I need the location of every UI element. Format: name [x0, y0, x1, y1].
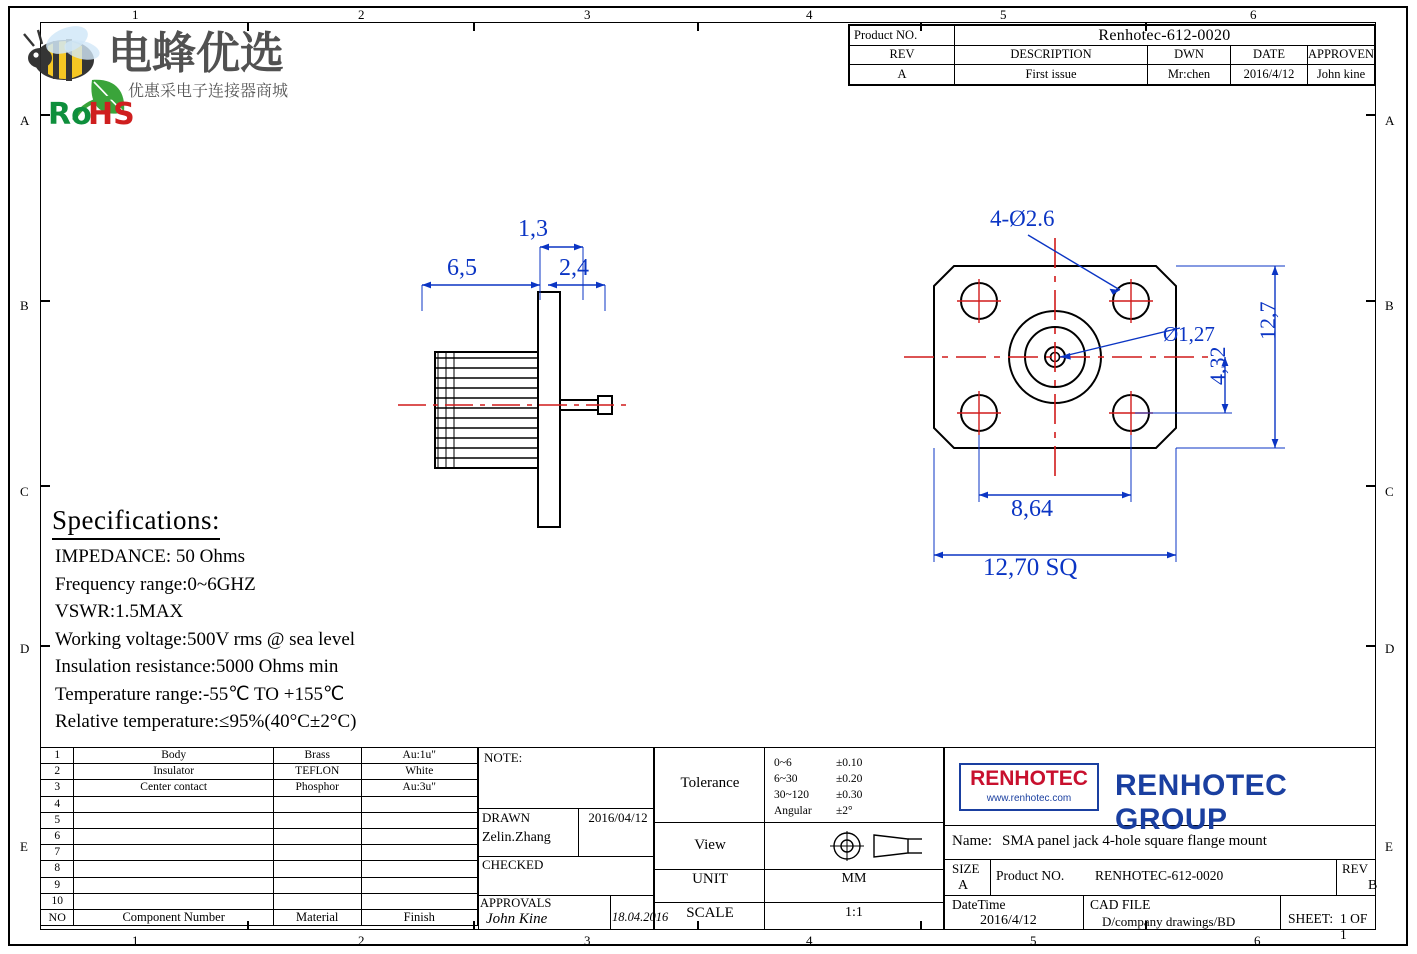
dim-4-hole-diameter: 4-Ø2.6: [990, 206, 1055, 231]
spec-insulation-resistance: Insulation resistance:5000 Ohms min: [55, 656, 339, 677]
tolerance-label: Tolerance: [680, 775, 740, 791]
frame-tick: [40, 485, 50, 487]
tolerance-value-3: ±0.30: [836, 789, 863, 801]
specifications-heading: Specifications:: [52, 505, 220, 540]
table-row: [41, 780, 478, 796]
dwn-value: Mr:chen: [1148, 65, 1231, 85]
datetime-value: 2016/4/12: [980, 913, 1037, 928]
divider: [654, 902, 944, 903]
svg-text:优惠采电子连接器商城: 优惠采电子连接器商城: [128, 81, 289, 100]
tolerance-range-1: 0~6: [774, 757, 792, 769]
dim-4-32: 4,32: [1205, 346, 1230, 385]
frame-tick: [697, 22, 699, 31]
table-header-row: [41, 910, 478, 926]
checked-label: CHECKED: [482, 857, 544, 872]
zone-col-bottom-3: 3: [584, 933, 591, 948]
renhotec-logo-url: www.renhotec.com: [986, 793, 1072, 804]
dim-center-pin-diameter: Ø1,27: [1163, 322, 1215, 346]
sheet-label: SHEET:: [1288, 911, 1334, 926]
frame-tick: [1366, 645, 1376, 647]
zone-col-top-6: 6: [1250, 7, 1257, 22]
dim-2-4: 2,4: [559, 255, 589, 281]
renhotec-logo: [959, 763, 1099, 811]
view-label: View: [694, 837, 726, 853]
zone-row-right-c: C: [1385, 484, 1394, 499]
divider: [944, 895, 1376, 896]
table-row: [41, 893, 478, 909]
spec-temperature-range: Temperature range:-55℃ TO +155℃: [55, 683, 345, 705]
zone-row-right-d: D: [1385, 641, 1395, 656]
table-row: [41, 845, 478, 861]
bom-material: [273, 845, 361, 861]
divider: [610, 895, 611, 930]
scale-value: 1:1: [845, 905, 863, 920]
dim-8-64: 8,64: [1011, 496, 1053, 522]
bom-component: [74, 861, 273, 877]
bom-no: 8: [41, 861, 74, 877]
divider: [1280, 895, 1281, 930]
bom-material: Phosphor: [273, 780, 361, 796]
zone-row-left-d: D: [20, 641, 30, 656]
zone-row-right-b: B: [1385, 298, 1394, 313]
zone-row-left-e: E: [20, 839, 28, 854]
divider: [1336, 859, 1337, 895]
product-no-value: Renhotec-612-0020: [955, 26, 1375, 46]
drawn-date: 2016/04/12: [588, 810, 648, 825]
bom-no: 5: [41, 812, 74, 828]
company-rev-label: REV: [1342, 861, 1368, 876]
zone-col-bottom-1: 1: [132, 933, 139, 948]
renhotec-logo-text: RENHOTEC: [970, 767, 1088, 790]
tolerance-value-4: ±2°: [836, 805, 853, 817]
frame-tick: [40, 300, 50, 302]
rev-value: A: [850, 65, 955, 85]
frame-tick: [1366, 114, 1376, 116]
bom-finish: [361, 845, 477, 861]
zone-col-bottom-4: 4: [806, 933, 813, 948]
tolerance-range-4: Angular: [774, 805, 812, 817]
zone-row-left-b: B: [20, 298, 29, 313]
table-row: [41, 829, 478, 845]
title-block-top: [848, 24, 1376, 86]
product-name-label: Name:: [952, 833, 992, 849]
bom-finish: [361, 812, 477, 828]
sheet-value: 1 OF 1: [1340, 911, 1368, 942]
frame-tick: [1366, 485, 1376, 487]
bom-no: 4: [41, 796, 74, 812]
date-header: DATE: [1231, 45, 1308, 65]
tolerance-value-2: ±0.20: [836, 773, 863, 785]
tolerance-range-2: 6~30: [774, 773, 798, 785]
zone-col-top-5: 5: [1000, 7, 1007, 22]
specifications-list: [55, 543, 356, 736]
tolerance-value-1: ±0.10: [836, 757, 863, 769]
bom-no: 7: [41, 845, 74, 861]
drawn-name: Zelin.Zhang: [482, 830, 551, 845]
zone-col-top-4: 4: [806, 7, 813, 22]
frame-tick: [40, 645, 50, 647]
front-view-drawing: [880, 210, 1330, 610]
bom-no: 3: [41, 780, 74, 796]
size-value: A: [958, 878, 969, 893]
product-name-value: SMA panel jack 4-hole square flange mount: [1002, 833, 1267, 849]
zone-row-right-e: E: [1385, 839, 1393, 854]
bom-material: [273, 796, 361, 812]
datetime-label: DateTime: [952, 897, 1006, 912]
bom-material: [273, 877, 361, 893]
scale-label: SCALE: [686, 905, 734, 921]
svg-text:电蜂优选: 电蜂优选: [108, 28, 284, 79]
divider: [944, 859, 1376, 860]
dim-12-70-sq: 12,70 SQ: [983, 554, 1078, 581]
bom-component: [74, 877, 273, 893]
description-value: First issue: [955, 65, 1148, 85]
zone-col-bottom-2: 2: [358, 933, 365, 948]
description-header: DESCRIPTION: [955, 45, 1148, 65]
bom-component: [74, 829, 273, 845]
company-rev-value: B: [1368, 878, 1378, 893]
bottom-title-block: [40, 747, 1378, 942]
drawn-label: DRAWN: [482, 810, 531, 825]
company-product-no-label: Product NO.: [996, 868, 1065, 883]
svg-text:Ro: Ro: [48, 97, 92, 132]
bom-table: [40, 747, 478, 926]
zone-col-top-2: 2: [358, 7, 365, 22]
bom-component: [74, 893, 273, 909]
bom-header-material: Material: [273, 910, 361, 926]
note-label: NOTE:: [484, 750, 523, 765]
company-name: RENHOTEC GROUP: [1115, 769, 1288, 836]
approvals-signature: John Kine: [486, 911, 548, 927]
bom-finish: Au:3u": [361, 780, 477, 796]
zone-col-top-1: 1: [132, 7, 139, 22]
table-row: [41, 796, 478, 812]
company-product-no-value: RENHOTEC-612-0020: [1095, 868, 1224, 883]
spec-working-voltage: Working voltage:500V rms @ sea level: [55, 628, 356, 650]
bom-material: [273, 893, 361, 909]
spec-frequency: Frequency range:0~6GHZ: [55, 573, 256, 595]
spec-vswr: VSWR:1.5MAX: [55, 601, 184, 622]
projection-symbol-icon: [830, 829, 930, 863]
bom-material: [273, 829, 361, 845]
table-row: [41, 748, 478, 764]
zone-row-left-a: A: [20, 113, 30, 128]
bom-no: 6: [41, 829, 74, 845]
divider: [990, 859, 991, 895]
dim-12-7: 12,7: [1255, 301, 1280, 340]
table-row: [41, 764, 478, 780]
approvals-label: APPROVALS: [480, 896, 552, 910]
bom-component: [74, 796, 273, 812]
table-row: [41, 812, 478, 828]
unit-label: UNIT: [692, 871, 728, 887]
bom-component: Insulator: [74, 764, 273, 780]
unit-value: MM: [841, 871, 867, 886]
zone-row-left-c: C: [20, 484, 29, 499]
tolerance-values: [774, 755, 862, 819]
zone-row-right-a: A: [1385, 113, 1395, 128]
divider: [654, 869, 944, 870]
tolerance-range-3: 30~120: [774, 789, 809, 801]
divider: [578, 808, 579, 856]
bom-no: 2: [41, 764, 74, 780]
bom-component: [74, 845, 273, 861]
dwn-header: DWN: [1148, 45, 1231, 65]
bom-material: [273, 812, 361, 828]
bom-material: [273, 861, 361, 877]
spec-relative-temperature: Relative temperature:≤95%(40°C±2°C): [55, 711, 357, 732]
zone-col-bottom-6: 6: [1254, 933, 1261, 948]
divider: [478, 808, 654, 809]
divider: [1083, 895, 1084, 930]
cad-file-label: CAD FILE: [1090, 897, 1151, 912]
bom-header-component: Component Number: [74, 910, 273, 926]
bom-component: Body: [74, 748, 273, 764]
table-row: [41, 861, 478, 877]
bom-finish: White: [361, 764, 477, 780]
cad-file-value: D/company drawings/BD: [1102, 914, 1236, 929]
bom-finish: [361, 861, 477, 877]
zone-col-bottom-5: 5: [1030, 933, 1037, 948]
dim-6-5: 6,5: [447, 255, 477, 281]
bom-header-finish: Finish: [361, 910, 477, 926]
bom-finish: [361, 829, 477, 845]
watermark-logo: [12, 8, 332, 138]
bom-finish: [361, 796, 477, 812]
bom-component: [74, 812, 273, 828]
spec-impedance: IMPEDANCE: 50 Ohms: [55, 546, 246, 567]
table-row: [41, 877, 478, 893]
bom-finish: [361, 893, 477, 909]
bom-component: Center contact: [74, 780, 273, 796]
bom-no: 10: [41, 893, 74, 909]
approven-value: John kine: [1308, 65, 1375, 85]
bom-finish: [361, 877, 477, 893]
bom-finish: Au:1u": [361, 748, 477, 764]
product-no-label: Product NO.: [850, 26, 955, 46]
size-label: SIZE: [952, 861, 980, 876]
bom-material: TEFLON: [273, 764, 361, 780]
bom-material: Brass: [273, 748, 361, 764]
bom-no: 1: [41, 748, 74, 764]
zone-col-top-3: 3: [584, 7, 591, 22]
date-value: 2016/4/12: [1231, 65, 1308, 85]
bom-header-no: NO: [41, 910, 74, 926]
frame-tick: [473, 22, 475, 31]
rev-header: REV: [850, 45, 955, 65]
approven-header: APPROVEN: [1308, 45, 1375, 65]
approvals-date: 18.04.2016: [612, 910, 669, 924]
frame-tick: [1366, 300, 1376, 302]
svg-text:HS: HS: [88, 97, 135, 132]
bom-no: 9: [41, 877, 74, 893]
dim-1-3: 1,3: [518, 216, 548, 242]
divider: [654, 822, 944, 823]
